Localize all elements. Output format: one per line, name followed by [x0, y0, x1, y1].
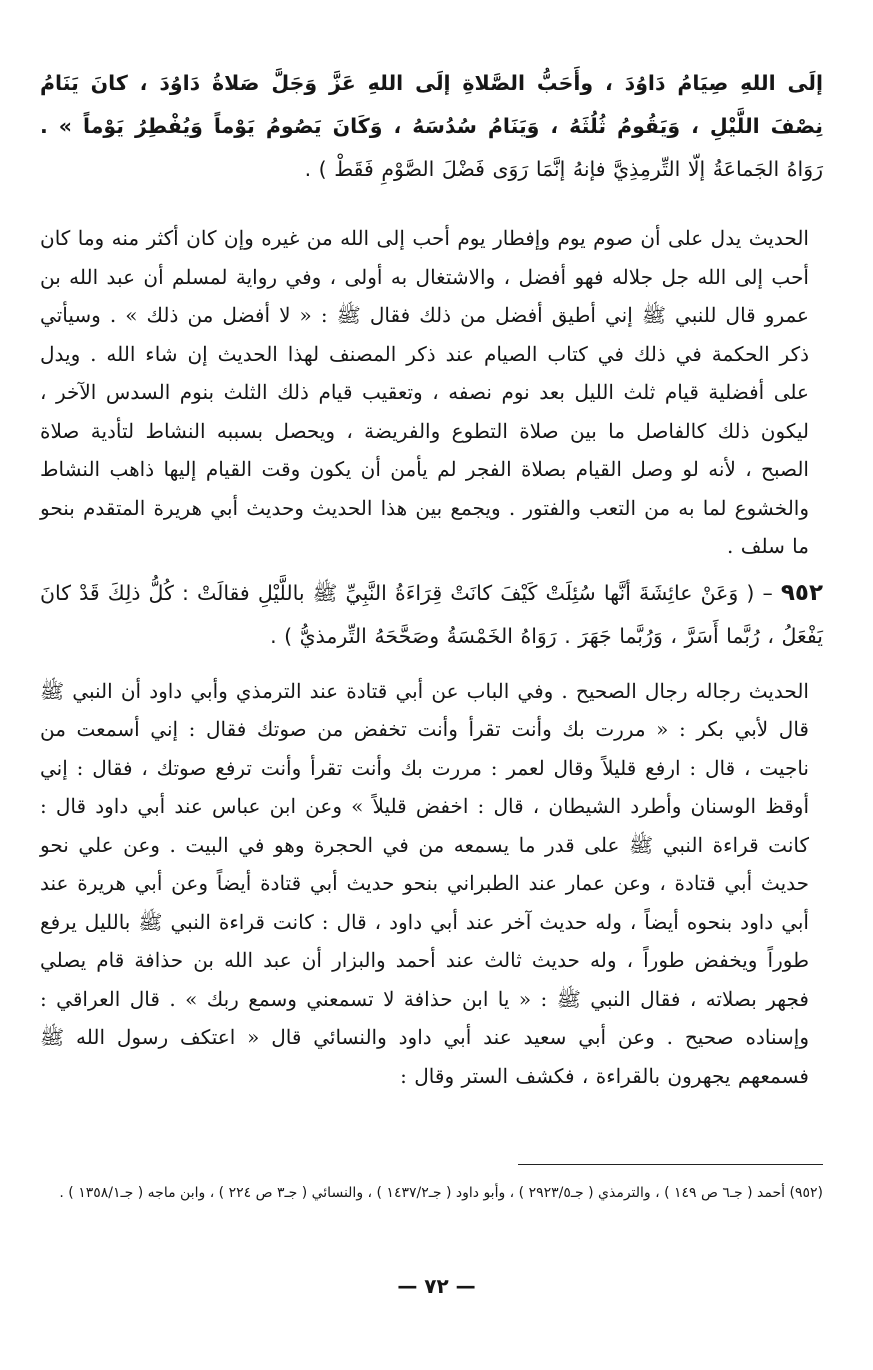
footnote-divider — [518, 1164, 823, 1165]
hadith-text-continuation — [40, 62, 823, 191]
hadith-number: ٩٥٢ — [780, 579, 823, 606]
commentary-paragraph-2: الحديث رجاله رجال الصحيح . وفي الباب عن أبي قتادة عند الترمذي وأبي داود أن النبي ﷺ قال لأبي بكر : « مررت بك وأنت تقرأ وأنت تخفض من صوتك فقال : إني أسمعت من ناجيت ، قال : ارفع قليلاً وقال لعمر : مررت بك وأنت تقرأ وأنت ترفع صوتك ، فقال : إني أوقظ الوسنان وأطرد الشيطان ، قال : اخفض قليلاً » وعن ابن عباس عند أبي داود قال : كانت قراءة النبي ﷺ على قدر ما يسمعه من في الحجرة وهو في البيت . وعن علي نحو حديث أبي قتادة ، وعن عمار عند الطبراني بنحو حديث أبي قتادة أيضاً وعن أبي هريرة عند أبي داود بنحوه أيضاً ، وله حديث آخر عند أبي داود ، قال : كانت قراءة النبي ﷺ بالليل يرفع طوراً ويخفض طوراً ، وله حديث ثالث عند أحمد والبزار أن عبد الله بن حذافة قام يصلي فجهر بصلاته ، فقال النبي ﷺ : « يا ابن حذافة لا تسمعني وسمع ربك » . قال العراقي : وإسناده صحيح . وعن أبي سعيد عند أبي داود والنسائي قال « اعتكف رسول الله ﷺ فسمعهم يجهرون بالقراءة ، فكشف الستر وقال : — [40, 678, 809, 1088]
hadith-narration-note: رَوَاهُ الجَماعَةُ إلّا التِّرمِذِيَّ فإنهُ إنَّمَا رَوَى فَضْلَ الصَّوْمِ فَقَطْ ) . — [304, 157, 823, 181]
footnote: (٩٥٢) أحمد ( جـ٦ ص ١٤٩ ) ، والترمذي ( جـ٢٩٢٣/٥ ) ، وأبو داود ( جـ١٤٣٧/٢ ) ، والنسائي ( جـ٣ ص ٢٢٤ ) ، وابن ماجه ( جـ١٣٥٨/١ ) . — [59, 1185, 823, 1201]
hadith-952 — [40, 572, 823, 658]
hadith-matn-bold: إلَى اللهِ صِيَامُ دَاوُدَ ، وأَحَبُّ الصَّلاةِ إلَى اللهِ عَزَّ وَجَلَّ صَلاةُ دَاوُدَ ، كانَ يَنَامُ نِصْفَ اللَّيْلِ ، وَيَقُومُ ثُلُثَهُ ، وَيَنَامُ سُدُسَهُ ، وَكَانَ يَصُومُ يَوْماً وَيُفْطِرُ يَوْماً » . — [40, 71, 823, 138]
page-number: — ٧٢ — — [397, 1274, 476, 1298]
hadith-952-text: – ( وَعَنْ عائِشَةَ أنَّها سُئِلَتْ كَيْفَ كانَتْ قِرَاءَةُ النَّبِيِّ ﷺ باللَّيْلِ فقالَتْ : كُلُّ ذلِكَ قَدْ كانَ يَفْعَلُ ، رُبَّما أَسَرَّ ، وَرُبَّما جَهَرَ . رَوَاهُ الخَمْسَةُ وصَحَّحَهُ التِّرمذيُّ ) . — [40, 580, 823, 648]
commentary-paragraph-1: الحديث يدل على أن صوم يوم وإفطار يوم أحب إلى الله من غيره وإن كان أكثر منه وما كان أحب إلى الله جل جلاله فهو أفضل ، والاشتغال به أولى ، وفي رواية لمسلم أن عبد الله بن عمرو قال للنبي ﷺ إني أطيق أفضل من ذلك فقال ﷺ : « لا أفضل من ذلك » . وسيأتي ذكر الحكمة في ذلك في كتاب الصيام عند ذكر المصنف لهذا الحديث إن شاء الله . ويدل على أفضلية قيام ثلث الليل بعد نوم نصفه ، وتعقيب قيام ذلك الثلث بنوم السدس الآخر ، ليكون ذلك كالفاصل ما بين صلاة التطوع والفريضة ، ويحصل بسببه النشاط لتأدية صلاة الصبح ، لأنه لو وصل القيام بصلاة الفجر لم يأمن أن يكون وقت القيام إليها ذاهب النشاط والخشوع لما به من التعب والفتور . ويجمع بين هذا الحديث وحديث أبي هريرة المتقدم بنحو ما سلف . — [40, 226, 809, 558]
